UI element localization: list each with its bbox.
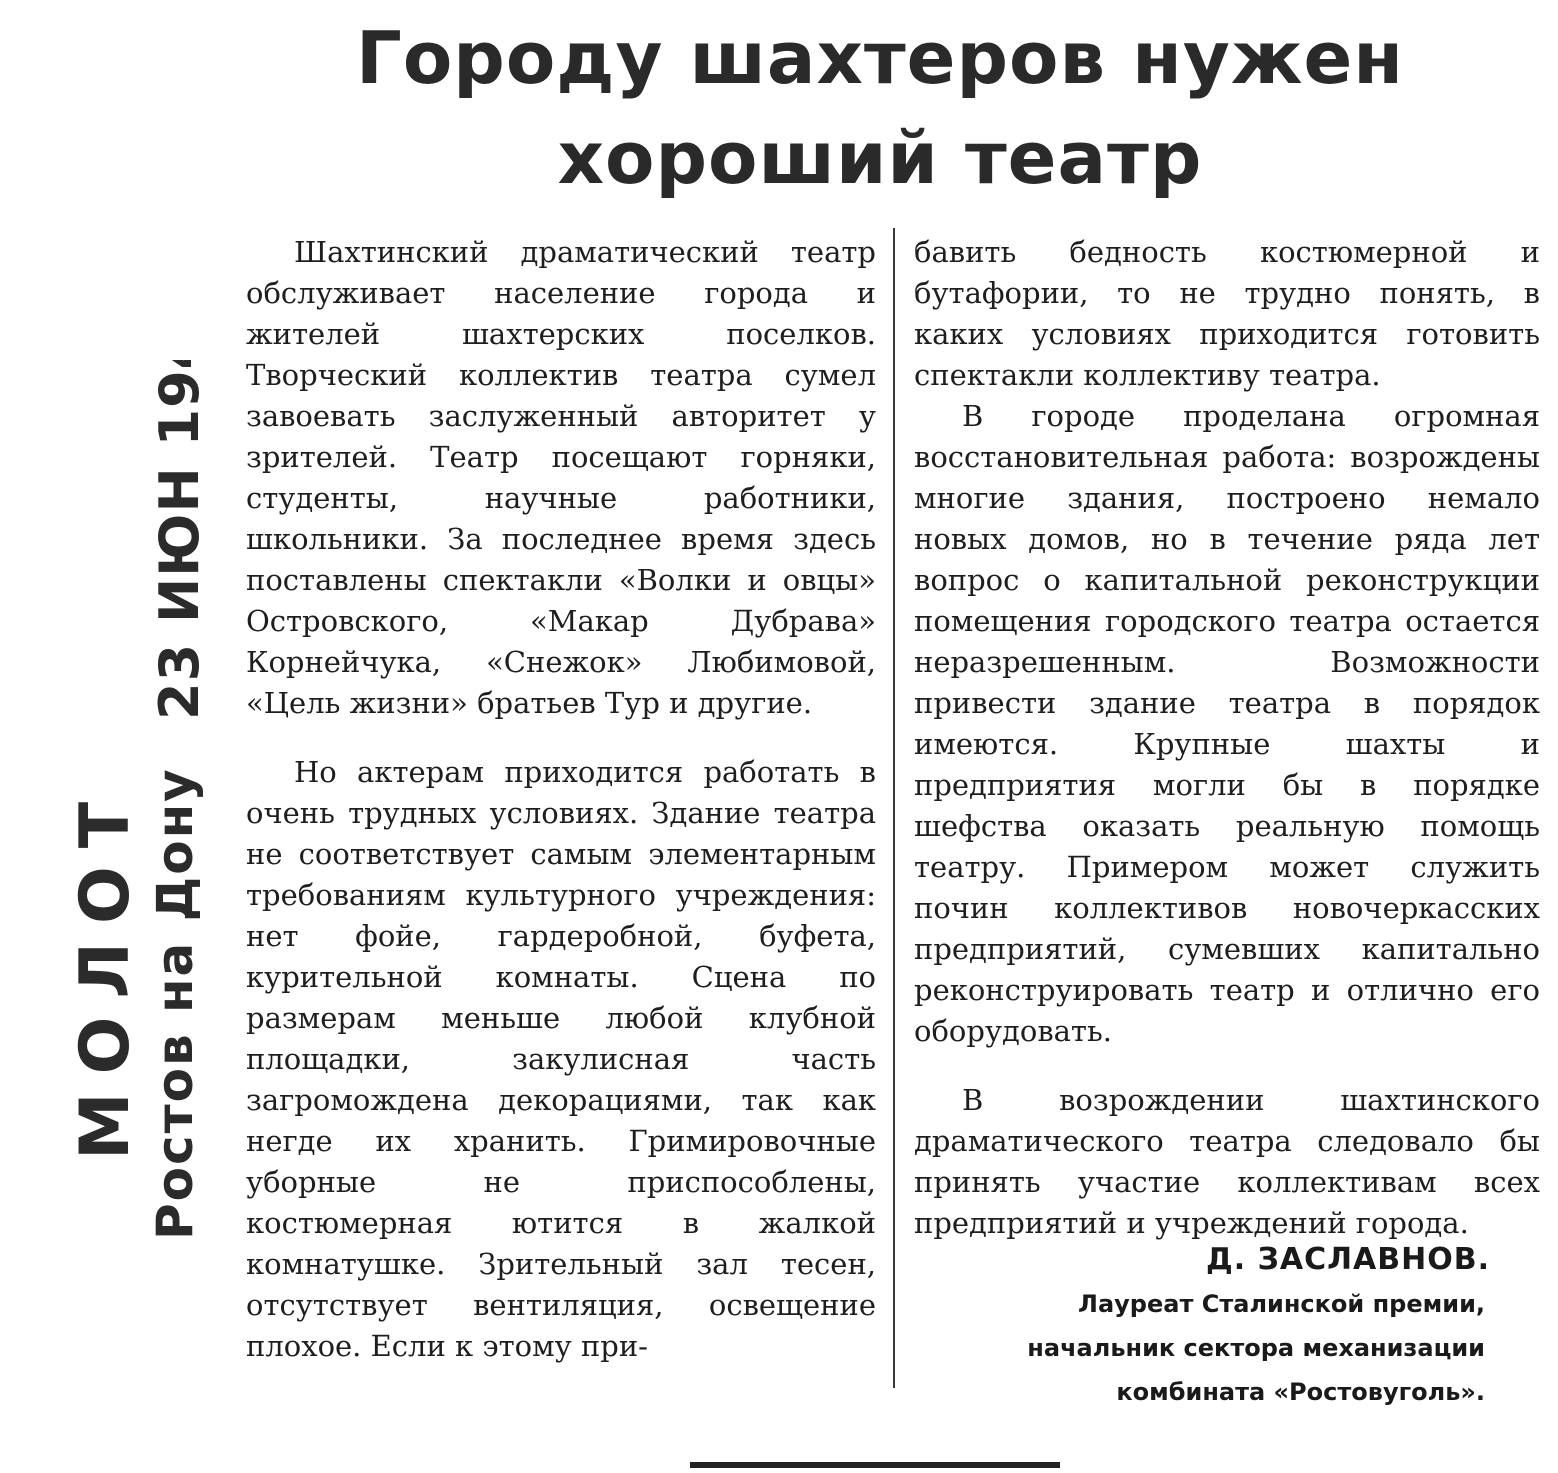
bottom-rule: [690, 1462, 1060, 1468]
author-title-3: комбината «Ростовуголь».: [1116, 1378, 1485, 1406]
author-title-2: начальник сектора механизации: [1027, 1334, 1485, 1362]
article-column-right: [914, 232, 1540, 1244]
column-divider: [893, 228, 895, 1388]
archive-stamp-graphic: [20, 360, 220, 1280]
stamp-newspaper: МОЛОТ: [66, 783, 145, 1160]
stamp-date: 23 ИЮН 1949: [148, 360, 211, 720]
paragraph: Но актерам приходится работать в очень трудных условиях. Здание театра не соответствует самым элементарным требованиям культурного учреждения: нет фойе, гардеробной, буфета, курительной комнаты. Сцена по размерам меньше любой клубной площадки, закулисная часть загромождена декорациями, так как негде их хранить. Гримировочные уборные не приспособлены, костюмерная ютится в жалкой комнатушке. Зрительный зал тесен, отсутствует вентиляция, освещение плохое. Если к этому при-: [246, 755, 876, 1363]
paragraph: В возрождении шахтинского драматического театра следовало бы принять участие коллективам всех предприятий и учреждений города.: [914, 1083, 1540, 1240]
headline-line-1: Городу шахтеров нужен: [355, 16, 1405, 100]
stamp-city: Ростов на Дону: [146, 767, 204, 1240]
article-column-left: [246, 232, 876, 1367]
author-name: Д. ЗАСЛАВНОВ.: [1206, 1242, 1490, 1277]
author-title-1: Лауреат Сталинской премии,: [1078, 1290, 1485, 1318]
headline-line-2: хороший театр: [557, 116, 1203, 200]
paragraph: бавить бедность костюмерной и бутафории, то не трудно понять, в каких условиях приходится готовить спектакли коллективу театра.: [914, 235, 1540, 392]
paragraph: Шахтинский драматический театр обслуживает население города и жителей шахтерских поселков. Творческий коллектив театра сумел завоевать заслуженный авторитет у зрителей. Театр посещают горняки, студенты, научные работники, школьники. За последнее время здесь поставлены спектакли «Волки и овцы» Островского, «Макар Дубрава» Корнейчука, «Снежок» Любимовой, «Цель жизни» братьев Тур и другие.: [246, 235, 876, 720]
paragraph: В городе проделана огромная восстановительная работа: возрождены многие здания, построено немало новых домов, но в течение ряда лет вопрос о капитальной реконструкции помещения городского театра остается неразрешенным. Возможности привести здание театра в порядок имеются. Крупные шахты и предприятия могли бы в порядке шефства оказать реальную помощь театру. Примером может служить почин коллективов новочеркасских предприятий, сумевших капитально реконструировать театр и отлично его оборудовать.: [914, 399, 1540, 1048]
archive-stamp: [20, 360, 220, 1280]
author-signature: [914, 1238, 1540, 1414]
headline: [300, 8, 1460, 208]
